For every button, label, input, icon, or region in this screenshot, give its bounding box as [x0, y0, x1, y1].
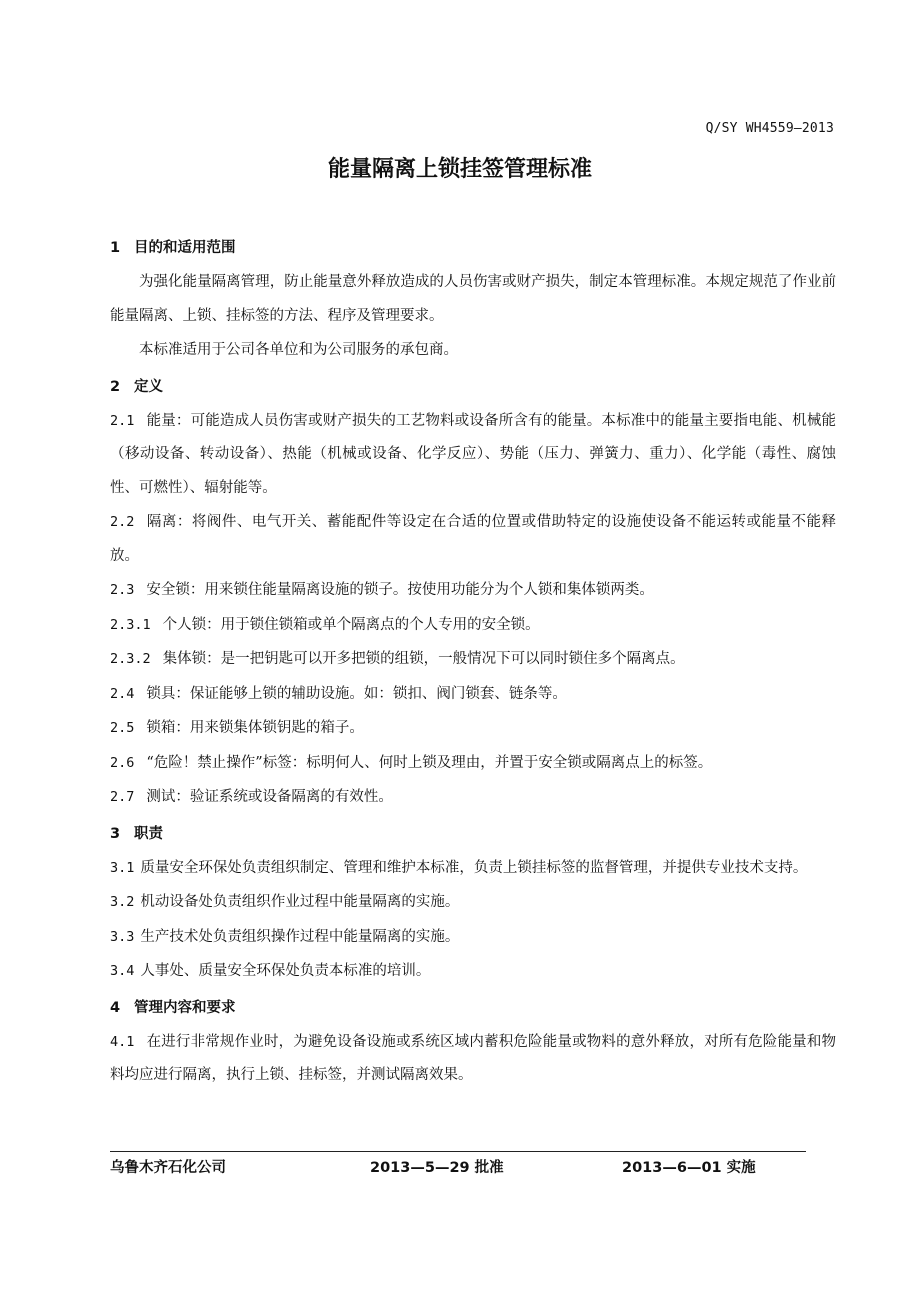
section-number: 4 [110, 999, 121, 1016]
section-title: 定义 [134, 378, 163, 395]
item-text: 在进行非常规作业时，为避免设备设施或系统区域内蓄积危险能量或物料的意外释放，对所有危险能量和物料均应进行隔离，执行上锁、挂标签，并测试隔离效果。 [110, 1033, 836, 1083]
responsibility-item [110, 955, 836, 989]
definition-item [110, 574, 836, 608]
item-text: 锁具：保证能够上锁的辅助设施。如：锁扣、阀门锁套、链条等。 [146, 685, 567, 702]
section-title: 目的和适用范围 [134, 240, 236, 256]
item-text: 机动设备处负责组织作业过程中能量隔离的实施。 [140, 894, 460, 910]
item-text: 个人锁：用于锁住锁箱或单个隔离点的个人专用的安全锁。 [162, 616, 540, 633]
definition-item [110, 747, 836, 781]
definition-item [110, 643, 836, 677]
item-text: 测试：验证系统或设备隔离的有效性。 [146, 789, 393, 805]
section-2-heading [110, 369, 836, 405]
definition-item [110, 506, 836, 573]
item-number: 2.3.2 [110, 651, 151, 667]
definition-item [110, 609, 836, 643]
item-number: 4.1 [110, 1033, 135, 1050]
footer-effective-date: 2013—6—01 实施 [622, 1160, 756, 1176]
item-text: 安全锁：用来锁住能量隔离设施的锁子。按使用功能分为个人锁和集体锁两类。 [146, 582, 654, 598]
document-footer [110, 1156, 806, 1178]
responsibility-item [110, 852, 836, 886]
responsibility-item [110, 921, 836, 955]
item-number: 3.3 [110, 928, 135, 945]
footer-company: 乌鲁木齐石化公司 [110, 1160, 226, 1176]
item-number: 2.1 [110, 412, 135, 429]
item-text: 隔离：将阀件、电气开关、蓄能配件等设定在合适的位置或借助特定的设施使设备不能运转或能量不能释放。 [110, 514, 836, 564]
item-number: 2.4 [110, 685, 135, 702]
section-1-paragraph-purpose: 为强化能量隔离管理，防止能量意外释放造成的人员伤害或财产损失，制定本管理标准。本规定规范了作业前能量隔离、上锁、挂标签的方法、程序及管理要求。 [110, 274, 836, 324]
section-number: 3 [110, 825, 121, 842]
definition-item [110, 712, 836, 746]
responsibility-item [110, 886, 836, 920]
section-number: 2 [110, 378, 121, 395]
requirement-item [110, 1026, 836, 1093]
section-title: 管理内容和要求 [134, 999, 236, 1016]
section-1-heading [110, 230, 836, 266]
section-4-heading [110, 990, 836, 1026]
definition-item [110, 678, 836, 712]
document-body [110, 230, 836, 1094]
item-number: 2.7 [110, 789, 135, 805]
item-text: 质量安全环保处负责组织制定、管理和维护本标准，负责上锁挂标签的监督管理，并提供专业技术支持。 [140, 859, 808, 876]
item-text: 生产技术处负责组织操作过程中能量隔离的实施。 [140, 928, 460, 945]
item-number: 2.6 [110, 754, 135, 771]
definition-item [110, 405, 836, 506]
footer-approval-date: 2013—5—29 批准 [370, 1160, 504, 1176]
item-number: 2.3 [110, 582, 135, 598]
section-number: 1 [110, 240, 121, 256]
item-text: 人事处、质量安全环保处负责本标准的培训。 [140, 963, 431, 979]
document-title: 能量隔离上锁挂签管理标准 [327, 157, 592, 182]
item-number: 2.5 [110, 720, 135, 736]
item-text: 锁箱：用来锁集体锁钥匙的箱子。 [146, 720, 364, 736]
item-number: 3.2 [110, 894, 135, 910]
section-title: 职责 [134, 825, 163, 842]
item-text: 能量：可能造成人员伤害或财产损失的工艺物料或设备所含有的能量。本标准中的能量主要指电能、机械能（移动设备、转动设备）、热能（机械或设备、化学反应）、势能（压力、弹簧力、重力）、化学能（毒性、腐蚀性、可燃性）、辐射能等。 [110, 412, 836, 496]
section-1-paragraph-scope: 本标准适用于公司各单位和为公司服务的承包商。 [139, 342, 458, 358]
standard-code: Q/SY WH4559—2013 [705, 121, 834, 136]
footer-divider [110, 1151, 806, 1152]
section-3-heading [110, 816, 836, 852]
definition-item [110, 781, 836, 815]
item-number: 3.1 [110, 859, 135, 876]
item-text: “危险！禁止操作”标签：标明何人、何时上锁及理由，并置于安全锁或隔离点上的标签。 [146, 754, 713, 771]
item-number: 2.3.1 [110, 616, 151, 633]
item-number: 2.2 [110, 514, 135, 530]
item-text: 集体锁：是一把钥匙可以开多把锁的组锁，一般情况下可以同时锁住多个隔离点。 [162, 651, 685, 667]
item-number: 3.4 [110, 963, 135, 979]
